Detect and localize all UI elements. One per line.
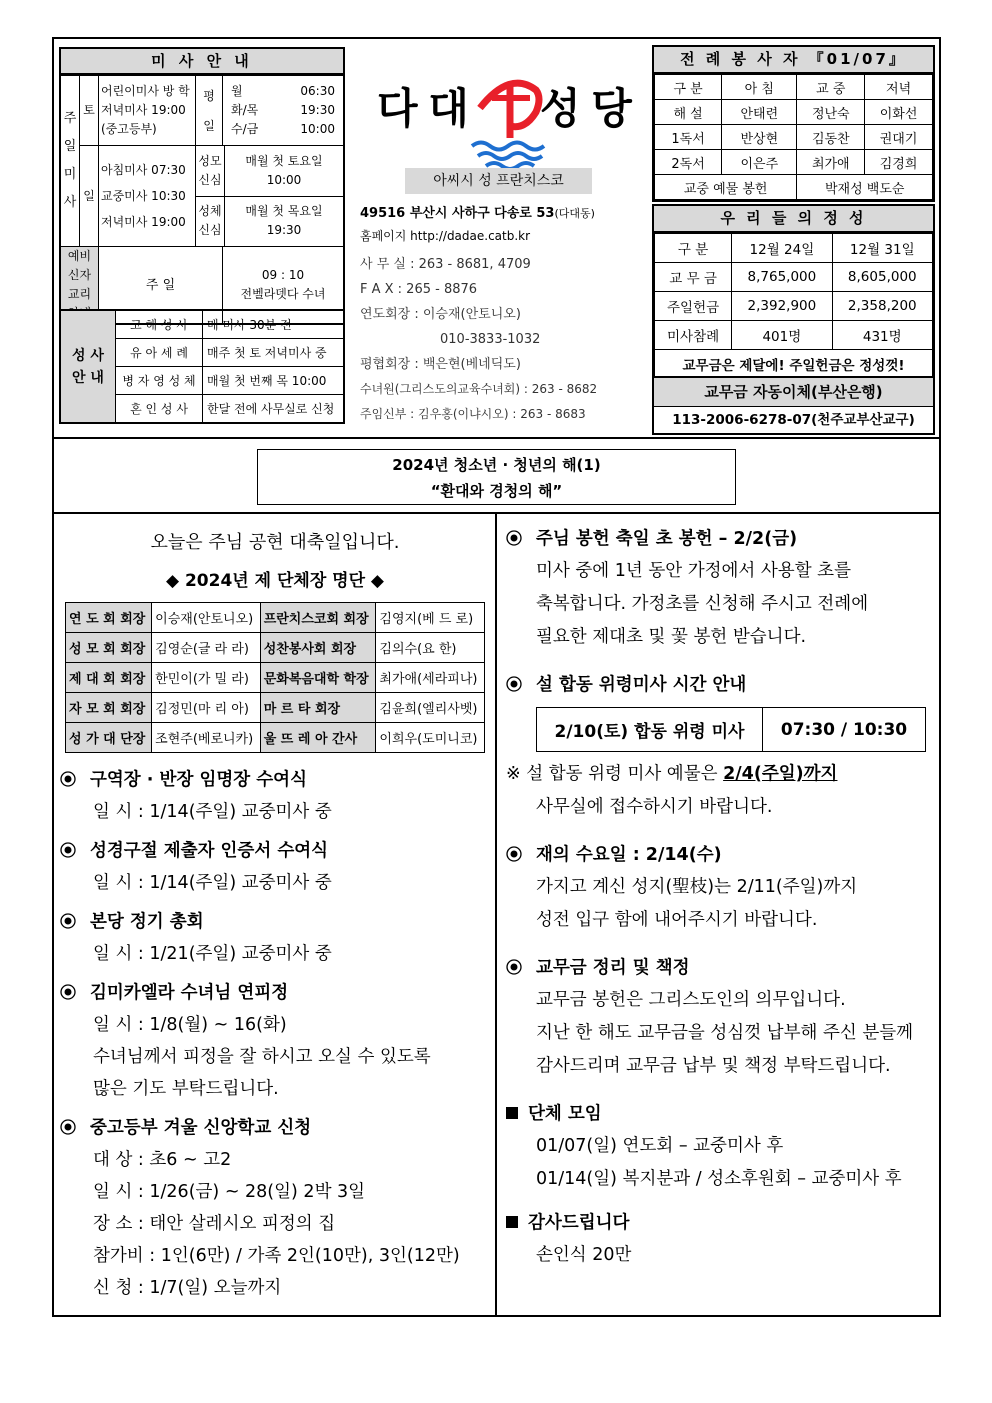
servers-cell: 해 설 [655, 100, 722, 125]
notice-list [60, 765, 490, 1304]
servers-cell: 권대기 [865, 125, 933, 150]
servers-header: 구 분 [655, 75, 722, 100]
office-phone: 사 무 실 : 263 - 8681, 4709 [360, 257, 531, 272]
offering-value: 박재성 백도순 [797, 175, 933, 200]
weekday-times: 월 06:30 화/목 19:30 수/금 10:00 [223, 76, 345, 146]
finance-header: 12월 31일 [832, 234, 932, 263]
offering-label: 교중 예물 봉헌 [655, 175, 797, 200]
president-role: 연 도 회 회장 [66, 603, 152, 633]
presidents-table [65, 602, 485, 753]
sunday-label: 일 [80, 146, 99, 247]
saturday-masses: 어린이미사 방 학 저녁미사 19:00 (중고등부) [99, 76, 196, 146]
today-feast: 오늘은 주님 공현 대축일입니다. [150, 532, 400, 553]
sunday-mass-label: 주 일 미 사 [60, 76, 80, 247]
saturday-label: 토 [80, 76, 99, 146]
finance-cell: 8,605,000 [832, 263, 932, 292]
patron-saint: 아씨시 성 프란치스코 [405, 168, 592, 194]
president-role: 성 가 대 단장 [66, 723, 152, 753]
servers-cell: 최가애 [797, 150, 865, 175]
sacrament-name: 병 자 영 성 체 [116, 367, 203, 395]
finance-cell: 431명 [832, 321, 932, 350]
memorial-notice: 설 합동 위령미사 시간 안내 2/10(토) 합동 위령 미사 07:30 / 10:30 ※ 설 합동 위령 미사 예물은 2/4(주일)까지 사무실에 접수하시기 바랍니다. [506, 670, 936, 824]
devotions [196, 146, 345, 247]
president-name: 김영순(글 라 라) [152, 633, 261, 663]
sacrament-detail: 매주 첫 토 저녁미사 중 [203, 339, 345, 367]
mass-info [59, 47, 345, 325]
president-name: 이승재(안토니오) [152, 603, 261, 633]
left-column [60, 528, 490, 1304]
circle-bullet-icon [506, 676, 528, 692]
sacrament-name: 유 아 세 례 [116, 339, 203, 367]
notice-item: 성경구절 제출자 인증서 수여식 일 시 : 1/14(주일) 교중미사 중 [60, 836, 490, 899]
servers-cell: 2독서 [655, 150, 722, 175]
finance-cell: 401명 [732, 321, 832, 350]
circle-bullet-icon [60, 984, 82, 1000]
divider-columns [495, 512, 497, 1317]
servers-cell: 김동찬 [797, 125, 865, 150]
finance-cell: 주일헌금 [655, 292, 732, 321]
sacraments-table [59, 309, 345, 424]
sacred-heart-value: 매월 첫 목요일 19:30 [245, 204, 323, 238]
president-role: 성 모 회 회장 [66, 633, 152, 663]
catechumen-label: 예비신자 교리 [60, 247, 99, 325]
mass-title: 미 사 안 내 [59, 47, 345, 75]
president-name: 최가애(세라피나) [376, 663, 485, 693]
sacrament-name: 고 해 성 사 [116, 310, 203, 339]
pastor: 주임신부 : 김우홍(이냐시오) : 263 - 8683 [360, 407, 586, 421]
notice-item: 김미카엘라 수녀님 연피정 일 시 : 1/8(월) ~ 16(화) 수녀님께서 피정을 잘 하시고 오실 수 있도록 많은 기도 부탁드립니다. [60, 978, 490, 1105]
square-bullet-icon [506, 1107, 518, 1119]
circle-bullet-icon [60, 842, 82, 858]
president-role: 프란치스코회 회장 [260, 603, 376, 633]
chair-phone: 010-3833-1032 [440, 332, 541, 347]
convent: 수녀원(그리스도의교육수녀회) : 263 - 8682 [360, 382, 598, 396]
servers-cell: 정난숙 [797, 100, 865, 125]
sunday-masses: 아침미사 07:30 교중미사 10:30 저녁미사 19:00 [99, 146, 196, 247]
president-name: 김윤희(엘리사벳) [376, 693, 485, 723]
finance-table [654, 233, 933, 379]
notice-item: 중고등부 겨울 신앙학교 신청 대 상 : 초6 ~ 고2 일 시 : 1/26(금) ~ 28(일) 2박 3일 장 소 : 태안 살레시오 피정의 집 참가비 : 1인(6만) / 가족 2인(10만), 3인(12만) 신 청 : 1/7(일) 오늘까지 [60, 1113, 490, 1304]
servers-table [654, 74, 933, 200]
circle-bullet-icon [60, 771, 82, 787]
holy-hour-label: 성모 신심 [196, 146, 225, 196]
circle-bullet-icon [506, 530, 528, 546]
servers-cell: 반상현 [722, 125, 797, 150]
circle-bullet-icon [506, 846, 528, 862]
president-name: 김의수(요 한) [376, 633, 485, 663]
thanks: 감사드립니다 손인식 20만 [506, 1208, 936, 1272]
autopay-account: 113-2006-6278-07(천주교부산교구) [672, 412, 915, 428]
servers-cell: 안태련 [722, 100, 797, 125]
logo-title-left: 다 대 [377, 84, 467, 133]
servers-header: 교 중 [797, 75, 865, 100]
president-role: 울 뜨 레 아 간사 [260, 723, 376, 753]
catechumen-day: 주 일 [99, 247, 223, 325]
president-role: 자 모 회 회장 [66, 693, 152, 723]
autopay [652, 376, 935, 435]
president-role: 마 르 타 회장 [260, 693, 376, 723]
president-name: 이희우(도미니코) [376, 723, 485, 753]
logo-title-right: 성 당 [540, 84, 630, 133]
homepage-link[interactable]: 홈페이지 http://dadae.catb.kr [360, 229, 531, 243]
sacrament-detail: 매 미사 30분 전 [203, 310, 345, 339]
finance-note: 교무금은 제달에! 주일헌금은 정성껏! [655, 350, 933, 379]
servers-header: 저녁 [865, 75, 933, 100]
sacrament-name: 혼 인 성 사 [116, 395, 203, 424]
servers-cell: 김경희 [865, 150, 933, 175]
theme-line-2: “환대와 경청의 해” [430, 482, 563, 500]
candle-notice: 주님 봉헌 축일 초 봉헌 – 2/2(금) 미사 중에 1년 동안 가정에서 사용할 초를 축복합니다. 가정초를 신청해 주시고 전례에 필요한 제대초 및 꽃 봉헌 받습니다. [506, 524, 936, 654]
theme-line-1: 2024년 청소년 · 청년의 해(1) [392, 456, 601, 474]
square-bullet-icon [506, 1216, 518, 1228]
servers-cell: 1독서 [655, 125, 722, 150]
president-role: 제 대 회 회장 [66, 663, 152, 693]
catechumen-value: 09 : 10 전벨라뎃다 수녀 [223, 247, 345, 325]
finance-title: 우 리 들 의 정 성 [654, 206, 933, 233]
finance-header: 구 분 [655, 234, 732, 263]
sacrament-detail: 매월 첫 번째 목 10:00 [203, 367, 345, 395]
memorial-date: 2/10(토) 합동 위령 미사 [537, 708, 763, 752]
sacrament-detail: 한달 전에 사무실로 신청 [203, 395, 345, 424]
president-name: 한민이(가 밀 라) [152, 663, 261, 693]
finance-cell: 8,765,000 [732, 263, 832, 292]
presidents-title: ◆ 2024년 제 단체장 명단 ◆ [165, 571, 384, 591]
finance-cell: 교 무 금 [655, 263, 732, 292]
servers-cell: 이은주 [722, 150, 797, 175]
president-name: 김정민(마 리 아) [152, 693, 261, 723]
divider-top [52, 437, 941, 439]
tithe-notice: 교무금 정리 및 책정 교무금 봉헌은 그리스도인의 의무입니다. 지난 한 해도 교무금을 성심껏 납부해 주신 분들께 감사드리며 교무금 납부 및 책정 부탁드립니다. [506, 953, 936, 1083]
liturgy-servers [652, 45, 935, 202]
autopay-title: 교무금 자동이체(부산은행) [654, 378, 933, 407]
group-meetings: 단체 모임 01/07(일) 연도회 – 교중미사 후 01/14(일) 복지분과 / 성소후원회 – 교중미사 후 [506, 1099, 936, 1196]
chair-council: 평협회장 : 백은현(베네딕도) [360, 357, 521, 372]
ash-wednesday: 재의 수요일 : 2/14(수) 가지고 계신 성지(聖枝)는 2/11(주일)까지 성전 입구 함에 내어주시기 바랍니다. [506, 840, 936, 937]
finance-cell: 2,358,200 [832, 292, 932, 321]
address: 49516 부산시 사하구 다송로 53(다대동) [360, 206, 595, 221]
president-role: 성찬봉사회 회장 [260, 633, 376, 663]
finance-cell: 미사참례 [655, 321, 732, 350]
year-theme [257, 449, 736, 505]
right-column [506, 524, 936, 1272]
president-role: 문화복음대학 학장 [260, 663, 376, 693]
notice-item: 구역장 · 반장 임명장 수여식 일 시 : 1/14(주일) 교중미사 중 [60, 765, 490, 828]
wave-cross-icon [470, 68, 550, 172]
servers-header: 아 침 [722, 75, 797, 100]
finance [652, 204, 935, 381]
mass-table [59, 75, 345, 325]
president-name: 김영지(베 드 로) [376, 603, 485, 633]
president-name: 조현주(베로니카) [152, 723, 261, 753]
memorial-table [536, 707, 926, 752]
servers-title: 전 례 봉 사 자 『01/07』 [654, 47, 933, 74]
circle-bullet-icon [60, 1119, 82, 1135]
circle-bullet-icon [506, 959, 528, 975]
holy-hour-value: 매월 첫 토요일 10:00 [245, 153, 323, 187]
memorial-time: 07:30 / 10:30 [763, 708, 926, 752]
memorial-note: ※ 설 합동 위령 미사 예물은 2/4(주일)까지 [506, 764, 838, 784]
notice-item: 본당 정기 총회 일 시 : 1/21(주일) 교중미사 중 [60, 907, 490, 970]
contact-info [360, 202, 650, 427]
chair-yeondo: 연도회장 : 이승재(안토니오) [360, 307, 521, 322]
weekday-label: 평 일 [196, 76, 223, 146]
fax: F A X : 265 - 8876 [360, 282, 478, 297]
circle-bullet-icon [60, 913, 82, 929]
sacraments-label: 성 사 안 내 [60, 310, 116, 423]
finance-header: 12월 24일 [732, 234, 832, 263]
finance-cell: 2,392,900 [732, 292, 832, 321]
servers-cell: 이화선 [865, 100, 933, 125]
sacred-heart-label: 성체 신심 [196, 196, 225, 246]
